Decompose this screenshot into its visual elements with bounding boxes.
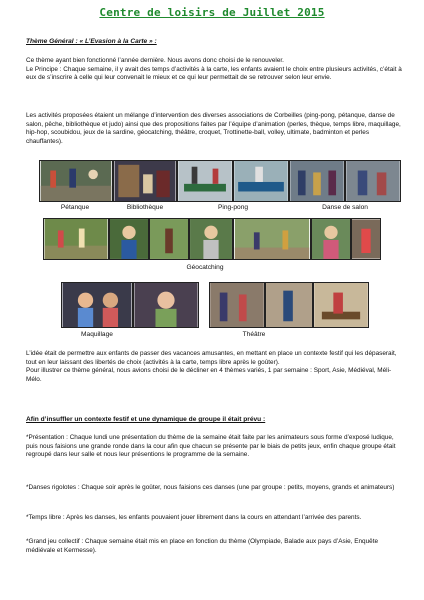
photo-theatre-2 (265, 282, 313, 328)
label-danse: Danse de salon (322, 204, 368, 211)
photo-danse-1 (289, 160, 345, 202)
intro-line-2: Le Principe : Chaque semaine, il y avait des temps d’activités à la carte, les enfants avaient le choix entre plusieurs activités, c’était à eux de s’inscrire à celle qui leur convenait le mieux et ce qui leur permettait de se retrouver selon leur envie. (26, 65, 402, 82)
item-temps-libre: *Temps libre : Après les danses, les enfants pouvaient jouer librement dans la cours en attendant l’arrivée des parents. (26, 514, 362, 521)
photo-petanque-1 (39, 160, 113, 202)
item-presentation: *Présentation : Chaque lundi une présentation du thème de la semaine était faite par les animateurs sous forme d’exposé ludique, puis nous faisions une grande ronde dans la cour afin que chacun se présente par le biais de petits jeux, enfin chaque groupe était regroupé dans leur salle et nous leur présentions le programme de la semaine. (26, 434, 396, 459)
afin-heading: Afin d’insuffler un contexte festif et une dynamique de groupe il était prévu : (26, 416, 266, 423)
photo-maquillage-1 (61, 282, 133, 328)
photo-geocatching-7 (351, 218, 381, 260)
photo-maquillage-2 (133, 282, 199, 328)
photo-danse-2 (345, 160, 401, 202)
item-grand-jeu: *Grand jeu collectif : Chaque semaine était mis en place en fonction du thème (Olympiade, Balade aux pays d’Asie, Enquête médiévale et Kermesse). (26, 538, 379, 554)
photo-bibliotheque (113, 160, 177, 202)
theme-heading: Thème Général : « L’Evasion à la Carte » : (26, 38, 157, 45)
photo-theatre-3 (313, 282, 369, 328)
page-title: Centre de loisirs de Juillet 2015 (99, 6, 325, 19)
idea-paragraph (26, 350, 402, 384)
photo-pingpong-1 (177, 160, 233, 202)
photo-theatre-1 (209, 282, 265, 328)
idea-line-1: L’idée était de permettre aux enfants de passer des vacances amusantes, en mettant en place un contexte festif qui les dépaserait, tout en leur laissant des libertés de choix (activités à la carte, temps libre après le goûter). (26, 350, 397, 366)
label-bibliotheque: Bibliothèque (126, 204, 164, 211)
photo-geocatching-4 (189, 218, 233, 260)
label-theatre: Théâtre (242, 331, 266, 338)
intro-line-1: Ce thème ayant bien fonctionné l’année dernière. Nous avons donc choisi de le renouveler. (26, 57, 284, 64)
photo-pingpong-2 (233, 160, 289, 202)
photo-geocatching-6 (311, 218, 351, 260)
photo-geocatching-5 (233, 218, 311, 260)
idea-line-2: Pour illustrer ce thème général, nous avions choisi de le décliner en 4 thèmes variés, 1 par semaine : Sport, Asie, Médiéval, Méli-Mélo. (26, 367, 392, 383)
activities-paragraph: Les activités proposées étaient un mélange d’intervention des diverses associations de Corbeilles (ping-pong, pétanque, danse de salon, pêche, bibliothèque et judo) ainsi que des propositions faites par l’équipe d’animation (perles, thèque, temps libre, maquillage, hip-hop, scoubidou, jeux de la sardine, géocatching, théâtre, croquet, Trottinette-ball, volley, ultimate, badminton et perles chauffantes). (26, 112, 401, 145)
label-maquillage: Maquillage (81, 331, 113, 338)
label-geocatching: Géocatching (186, 264, 224, 271)
photo-geocatching-2 (109, 218, 149, 260)
item-danses: *Danses rigolotes : Chaque soir après le goûter, nous faisions ces danses (une par groupe : petits, moyens, grands et animateurs) (26, 484, 395, 491)
photo-geocatching-3 (149, 218, 189, 260)
label-petanque: Pétanque (60, 204, 90, 211)
label-pingpong: Ping-pong (217, 204, 249, 211)
intro-paragraph (26, 57, 402, 83)
photo-geocatching-1 (43, 218, 109, 260)
